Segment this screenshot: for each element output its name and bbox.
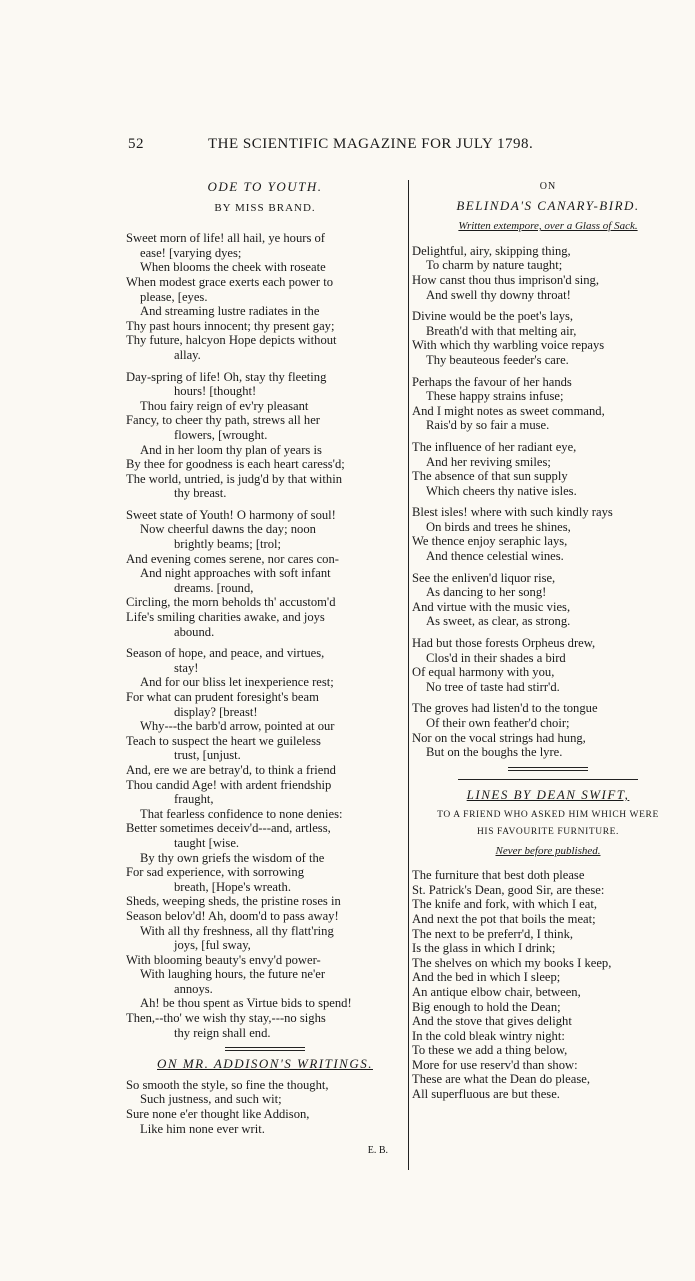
poem-line: Such justness, and such wit;	[140, 1092, 282, 1107]
poem-line: Breath'd with that melting air,	[426, 323, 577, 338]
poem-line: And for our bliss let inexperience rest;	[140, 675, 334, 690]
poem-line: Teach to suspect the heart we guileless	[126, 733, 321, 748]
poem-line: As sweet, as clear, as strong.	[426, 614, 571, 629]
poem-line: Sweet state of Youth! O harmony of soul!	[126, 507, 336, 522]
left-column	[126, 178, 404, 1159]
poem-line: allay.	[174, 347, 201, 362]
swift-intro-line: TO A FRIEND WHO ASKED HIM WHICH WERE	[437, 810, 659, 821]
canary-subtitle: Written extempore, over a Glass of Sack.	[458, 220, 638, 233]
poem-line: joys, [ful sway,	[174, 938, 251, 953]
swift-intro-line: HIS FAVOURITE FURNITURE.	[476, 826, 620, 837]
poem-line: Day-spring of life! Oh, stay thy fleeting	[126, 369, 327, 384]
right-column	[412, 178, 684, 1102]
poem-line: With which thy warbling voice repays	[412, 338, 605, 353]
poem-line: An antique elbow chair, between,	[412, 984, 581, 999]
poem-line: On birds and trees he shines,	[426, 519, 571, 534]
poem-line: And next the pot that boils the meat;	[412, 911, 596, 926]
poem-line: And the bed in which I sleep;	[412, 970, 561, 985]
poem-line: Season of hope, and peace, and virtues,	[126, 646, 325, 661]
addison-title: ON MR. ADDISON'S WRITINGS.	[157, 1056, 373, 1072]
poem-line: flowers, [wrought.	[174, 427, 268, 442]
stanza	[412, 375, 684, 433]
poem-line: For what can prudent foresight's beam	[126, 690, 319, 704]
poem-line: Fancy, to cheer thy path, strews all her	[126, 413, 320, 428]
poem-line: abound.	[174, 624, 215, 639]
poem-line: With all thy freshness, all thy flatt'ring	[140, 923, 334, 938]
ode-title: ODE TO YOUTH.	[207, 179, 323, 194]
poem-line: annoys.	[174, 981, 213, 996]
poem-line: By thy own griefs the wisdom of the	[140, 850, 325, 865]
poem-line: Thy beauteous feeder's care.	[426, 352, 569, 367]
stanza	[412, 244, 684, 302]
poem-line: The knife and fork, with which I eat,	[412, 897, 597, 912]
poem-line: For sad experience, with sorrowing	[126, 865, 305, 880]
poem-line: And swell thy downy throat!	[426, 287, 571, 302]
poem-line: Of their own feather'd choir;	[426, 716, 570, 730]
poem-line: That fearless confidence to none denies:	[140, 806, 343, 821]
poem-line: taught [wise.	[174, 835, 240, 850]
canary-on: ON	[539, 181, 557, 192]
poem-line: As dancing to her song!	[426, 585, 547, 600]
ode-body	[126, 231, 404, 1040]
poem-line: Delightful, airy, skipping thing,	[412, 243, 571, 258]
poem-line: To these we add a thing below,	[412, 1043, 568, 1058]
swift-body	[412, 868, 684, 1102]
poem-line: Had but those forests Orpheus drew,	[412, 636, 596, 651]
swift-note: Never before published.	[495, 844, 601, 857]
poem-line: The absence of that sun supply	[412, 469, 568, 484]
poem-line: Then,--tho' we wish thy stay,---no sighs	[126, 1011, 326, 1026]
poem-line: display? [breast!	[174, 704, 258, 719]
poem-line: With laughing hours, the future ne'er	[140, 967, 326, 982]
poem-line: And night approaches with soft infant	[140, 566, 331, 581]
poem-line: We thence enjoy seraphic lays,	[412, 534, 568, 549]
poem-line: St. Patrick's Dean, good Sir, are these:	[412, 882, 605, 897]
poem-line: Big enough to hold the Dean;	[412, 999, 561, 1014]
poem-line: And her reviving smiles;	[426, 454, 551, 469]
stanza	[412, 636, 684, 694]
poem-line: The influence of her radiant eye,	[412, 439, 577, 454]
ode-byline: BY MISS BRAND.	[214, 201, 316, 214]
swift-title: LINES BY DEAN SWIFT,	[466, 786, 630, 802]
poem-line: So smooth the style, so fine the thought,	[126, 1077, 329, 1092]
poem-line: Thy future, halcyon Hope depicts without	[126, 333, 337, 348]
poem-line: These are what the Dean do please,	[412, 1072, 590, 1087]
poem-line: And streaming lustre radiates in the	[140, 304, 320, 319]
stanza	[412, 440, 684, 498]
stanza	[412, 505, 684, 563]
poem-line: Perhaps the favour of her hands	[412, 374, 572, 389]
poem-line: And thence celestial wines.	[426, 549, 564, 564]
stanza	[412, 571, 684, 629]
column-divider	[408, 180, 409, 1170]
poem-line: Of equal harmony with you,	[412, 665, 555, 680]
stanza	[126, 370, 404, 501]
poem-line: Why---the barb'd arrow, pointed at our	[140, 719, 335, 734]
poem-line: The world, untried, is judg'd by that within	[126, 471, 342, 486]
poem-line: More for use reserv'd than show:	[412, 1057, 578, 1072]
poem-line: With blooming beauty's envy'd power-	[126, 952, 321, 967]
poem-line: thy reign shall end.	[174, 1025, 271, 1040]
poem-line: And virtue with the music vies,	[412, 599, 571, 614]
poem-line: Like him none ever writ.	[140, 1121, 265, 1136]
poem-line: Divine would be the poet's lays,	[412, 309, 574, 324]
poem-line: And in her loom thy plan of years is	[140, 442, 322, 457]
poem-line: Is the glass in which I drink;	[412, 941, 556, 956]
canary-body	[412, 244, 684, 760]
signature: E. B.	[367, 1145, 388, 1157]
section-rule	[508, 767, 588, 771]
running-head-title: THE SCIENTIFIC MAGAZINE FOR JULY 1798.	[208, 136, 534, 152]
poem-line: Clos'd in their shades a bird	[426, 650, 566, 665]
poem-line: Thy past hours innocent; thy present gay;	[126, 318, 335, 333]
poem-line: trust, [unjust.	[174, 748, 241, 763]
poem-line: The groves had listen'd to the tongue	[412, 701, 598, 716]
poem-line: Ah! be thou spent as Virtue bids to spend!	[140, 996, 352, 1011]
page-number: 52	[128, 136, 144, 152]
poem-line: hours! [thought!	[174, 384, 257, 399]
poem-line: In the cold bleak wintry night:	[412, 1028, 565, 1043]
poem-line: breath, [Hope's wreath.	[174, 879, 291, 894]
stanza	[126, 231, 404, 362]
poem-line: Sheds, weeping sheds, the pristine roses in	[126, 894, 341, 909]
stanza	[126, 646, 404, 1040]
poem-line: And evening comes serene, nor cares con-	[126, 551, 339, 566]
poem-line: Blest isles! where with such kindly rays	[412, 505, 613, 520]
poem-line: thy breast.	[174, 486, 227, 501]
poem-line: Nor on the vocal strings had hung,	[412, 730, 586, 745]
poem-line: Sweet morn of life! all hail, ye hours of	[126, 231, 325, 246]
stanza	[126, 508, 404, 639]
poem-line: Now cheerful dawns the day; noon	[140, 522, 316, 537]
poem-line: dreams. [round,	[174, 580, 254, 595]
poem-line: Life's smiling charities awake, and joys	[126, 610, 325, 625]
poem-line: ease! [varying dyes;	[140, 245, 242, 260]
poem-line: The next to be preferr'd, I think,	[412, 926, 574, 941]
poem-line: But on the boughs the lyre.	[426, 745, 563, 760]
poem-line: please, [eyes.	[140, 289, 208, 304]
stanza	[412, 309, 684, 367]
poem-line: When modest grace exerts each power to	[126, 274, 334, 289]
poem-line: Sure none e'er thought like Addison,	[126, 1107, 310, 1122]
poem-line: stay!	[174, 660, 199, 675]
poem-line: brightly beams; [trol;	[174, 537, 282, 552]
poem-line: And I might notes as sweet command,	[412, 403, 605, 418]
poem-line: These happy strains infuse;	[426, 389, 564, 404]
poem-line: By thee for goodness is each heart caress'd;	[126, 457, 345, 472]
poem-line: Thou candid Age! with ardent friendship	[126, 777, 332, 792]
poem-line: Which cheers thy native isles.	[426, 483, 577, 498]
canary-title: BELINDA'S CANARY-BIRD.	[456, 197, 640, 213]
poem-line: All superfluous are but these.	[412, 1087, 560, 1102]
addison-body	[126, 1078, 404, 1136]
poem-line: fraught,	[174, 792, 214, 807]
section-rule	[225, 1047, 305, 1051]
poem-line: Thou fairy reign of ev'ry pleasant	[140, 398, 309, 413]
poem-line: And, ere we are betray'd, to think a friend	[126, 762, 336, 777]
poem-line: How canst thou thus imprison'd sing,	[412, 272, 599, 287]
poem-line: Better sometimes deceiv'd---and, artless,	[126, 821, 331, 836]
poem-line: Season belov'd! Ah, doom'd to pass away!	[126, 908, 339, 923]
poem-line: No tree of taste had stirr'd.	[426, 679, 560, 694]
poem-line: Circling, the morn beholds th' accustom'd	[126, 595, 336, 610]
poem-line: And the stove that gives delight	[412, 1014, 572, 1029]
poem-line: The shelves on which my books I keep,	[412, 955, 612, 970]
poem-line: Rais'd by so fair a muse.	[426, 418, 550, 433]
poem-line: When blooms the cheek with roseate	[140, 260, 326, 275]
stanza	[412, 701, 684, 759]
poem-line: To charm by nature taught;	[426, 258, 563, 273]
poem-line: See the enliven'd liquor rise,	[412, 570, 556, 585]
poem-line: The furniture that best doth please	[412, 868, 585, 883]
section-rule	[458, 779, 638, 780]
